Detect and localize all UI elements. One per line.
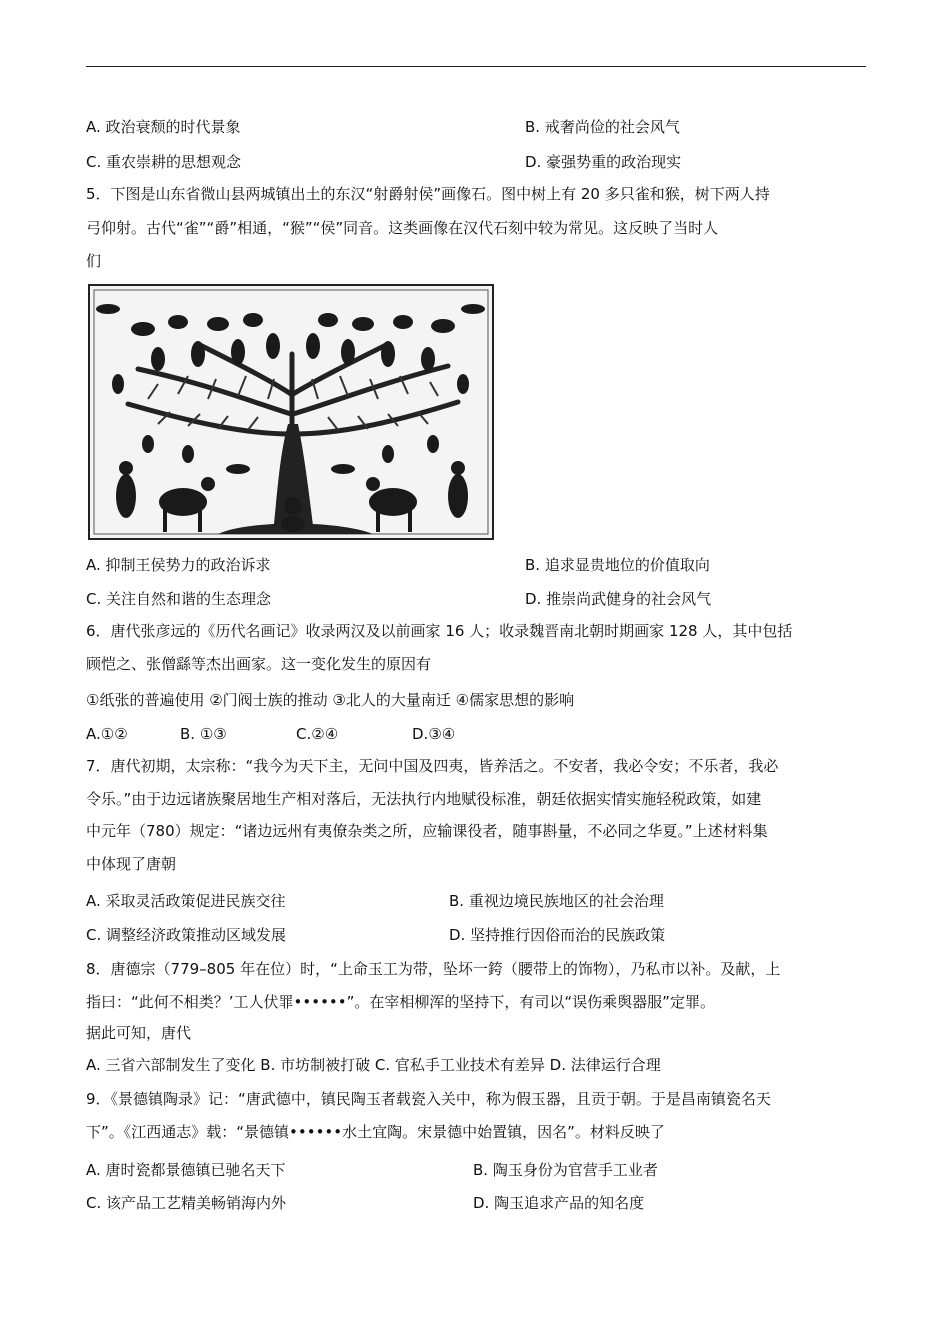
q8-stem-line: 8．唐德宗（779–805 年在位）时，“上命玉工为带，坠坏一銙（腰带上的饰物），乃私市以补。及献，上 [86,960,781,978]
q5-stem-line: 们 [86,252,102,270]
q7-stem-line: 7．唐代初期，太宗称：“我今为天下主，无问中国及四夷，皆养活之。不安者，我必令安；不乐者，我必 [86,757,779,775]
q5-option-c[interactable]: C. 关注自然和谐的生态理念 [86,590,272,608]
q6-option-b[interactable]: B. ①③ [180,725,227,743]
q6-option-d[interactable]: D.③④ [412,725,456,743]
q9-option-a[interactable]: A. 唐时瓷都景德镇已驰名天下 [86,1161,286,1179]
q4-option-b[interactable]: B. 戒奢尚俭的社会风气 [525,118,680,136]
q7-option-c[interactable]: C. 调整经济政策推动区域发展 [86,926,287,944]
q5-option-a[interactable]: A. 抑制王侯势力的政治诉求 [86,556,271,574]
q6-option-c[interactable]: C.②④ [296,725,339,743]
q4-option-a[interactable]: A. 政治衰颓的时代景象 [86,118,241,136]
header-rule [86,66,866,67]
q6-items: ①纸张的普遍使用 ②门阀士族的推动 ③北人的大量南迁 ④儒家思想的影响 [86,691,575,709]
q7-option-d[interactable]: D. 坚持推行因俗而治的民族政策 [449,926,666,944]
q5-option-b[interactable]: B. 追求显贵地位的价值取向 [525,556,710,574]
q7-stem-line: 中元年（780）规定：“诸边远州有夷僚杂类之所，应输课役者，随事斟量，不必同之华夏。”上述材料集 [86,822,768,840]
q6-stem-line: 6．唐代张彦远的《历代名画记》收录两汉及以前画家 16 人；收录魏晋南北朝时期画家 128 人，其中包括 [86,622,793,640]
q9-option-d[interactable]: D. 陶玉追求产品的知名度 [473,1194,645,1212]
q4-option-c[interactable]: C. 重农崇耕的思想观念 [86,153,242,171]
q5-stem-line: 弓仰射。古代“雀”“爵”相通，“猴”“侯”同音。这类画像在汉代石刻中较为常见。这反映了当时人 [86,219,719,237]
q6-option-a[interactable]: A.①② [86,725,128,743]
q5-stem-line: 5．下图是山东省微山县两城镇出土的东汉“射爵射侯”画像石。图中树上有 20 多只雀和猴，树下两人持 [86,185,770,203]
q9-option-b[interactable]: B. 陶玉身份为官营手工业者 [473,1161,658,1179]
q8-stem-line: 据此可知，唐代 [86,1024,192,1042]
stone-relief-image [88,284,494,540]
q5-option-d[interactable]: D. 推崇尚武健身的社会风气 [525,590,712,608]
q9-stem-line: 9．《景德镇陶录》记：“唐武德中，镇民陶玉者载瓷入关中，称为假玉器，且贡于朝。于是昌南镇瓷名天 [86,1090,771,1108]
q7-stem-line: 令乐。”由于边远诸族聚居地生产相对落后，无法执行内地赋役标准，朝廷依据实情实施轻税政策，如建 [86,790,762,808]
q9-option-c[interactable]: C. 该产品工艺精美畅销海内外 [86,1194,287,1212]
q7-stem-line: 中体现了唐朝 [86,855,177,873]
q8-options[interactable]: A. 三省六部制发生了变化 B. 市坊制被打破 C. 官私手工业技术有差异 D. 法律运行合理 [86,1056,661,1074]
q4-option-d[interactable]: D. 豪强势重的政治现实 [525,153,682,171]
q7-option-b[interactable]: B. 重视边境民族地区的社会治理 [449,892,664,910]
q8-stem-line: 指曰：“此何不相类？’工人伏罪••••••”。在宰相柳浑的坚持下，有司以“误伤乘舆器服”定罪。 [86,993,715,1011]
q6-stem-line: 顾恺之、张僧繇等杰出画家。这一变化发生的原因有 [86,655,432,673]
q9-stem-line: 下”。《江西通志》载：“景德镇••••••水土宜陶。宋景德中始置镇，因名”。材料反映了 [86,1123,665,1141]
q7-option-a[interactable]: A. 采取灵活政策促进民族交往 [86,892,286,910]
